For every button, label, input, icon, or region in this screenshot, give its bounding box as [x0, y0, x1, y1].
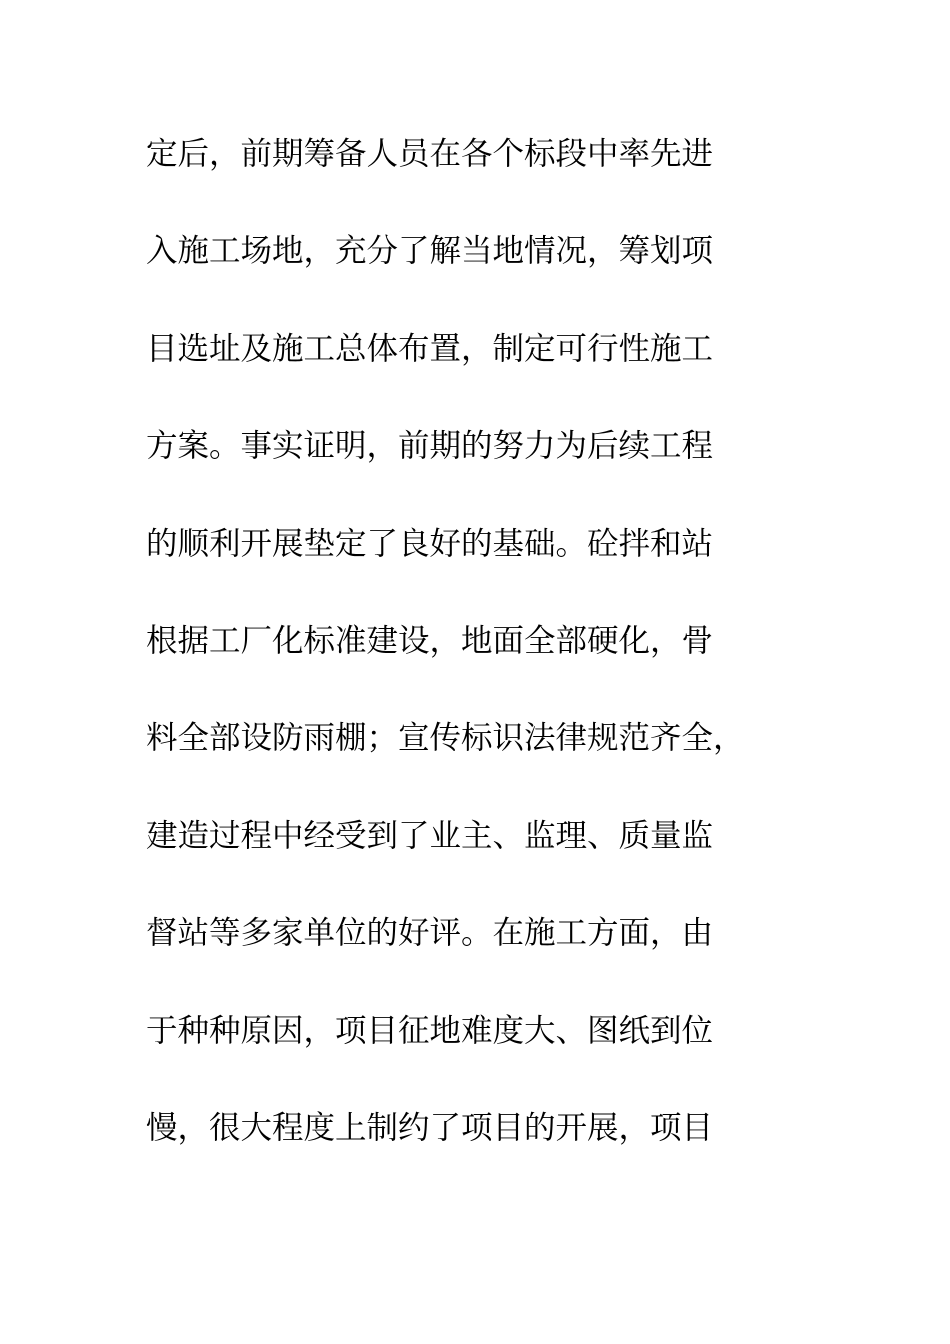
text-line: 方案。事实证明，前期的努力为后续工程 — [146, 428, 714, 465]
text-line: 目选址及施工总体布置，制定可行性施工 — [146, 330, 714, 367]
body-paragraph — [146, 128, 806, 1199]
text-line: 慢，很大程度上制约了项目的开展，项目 — [146, 1109, 714, 1146]
text-line: 料全部设防雨棚；宣传标识法律规范齐全， — [146, 720, 745, 757]
text-line: 于种种原因，项目征地难度大、图纸到位 — [146, 1012, 714, 1049]
text-line: 定后，前期筹备人员在各个标段中率先进 — [146, 136, 714, 172]
text-line: 根据工厂化标准建设，地面全部硬化，骨 — [146, 622, 714, 659]
text-line: 的顺利开展垫定了良好的基础。砼拌和站 — [146, 525, 714, 562]
text-line: 建造过程中经受到了业主、监理、质量监 — [146, 817, 714, 854]
text-line: 入施工场地，充分了解当地情况，筹划项 — [146, 233, 714, 270]
text-line: 督站等多家单位的好评。在施工方面，由 — [146, 915, 714, 952]
